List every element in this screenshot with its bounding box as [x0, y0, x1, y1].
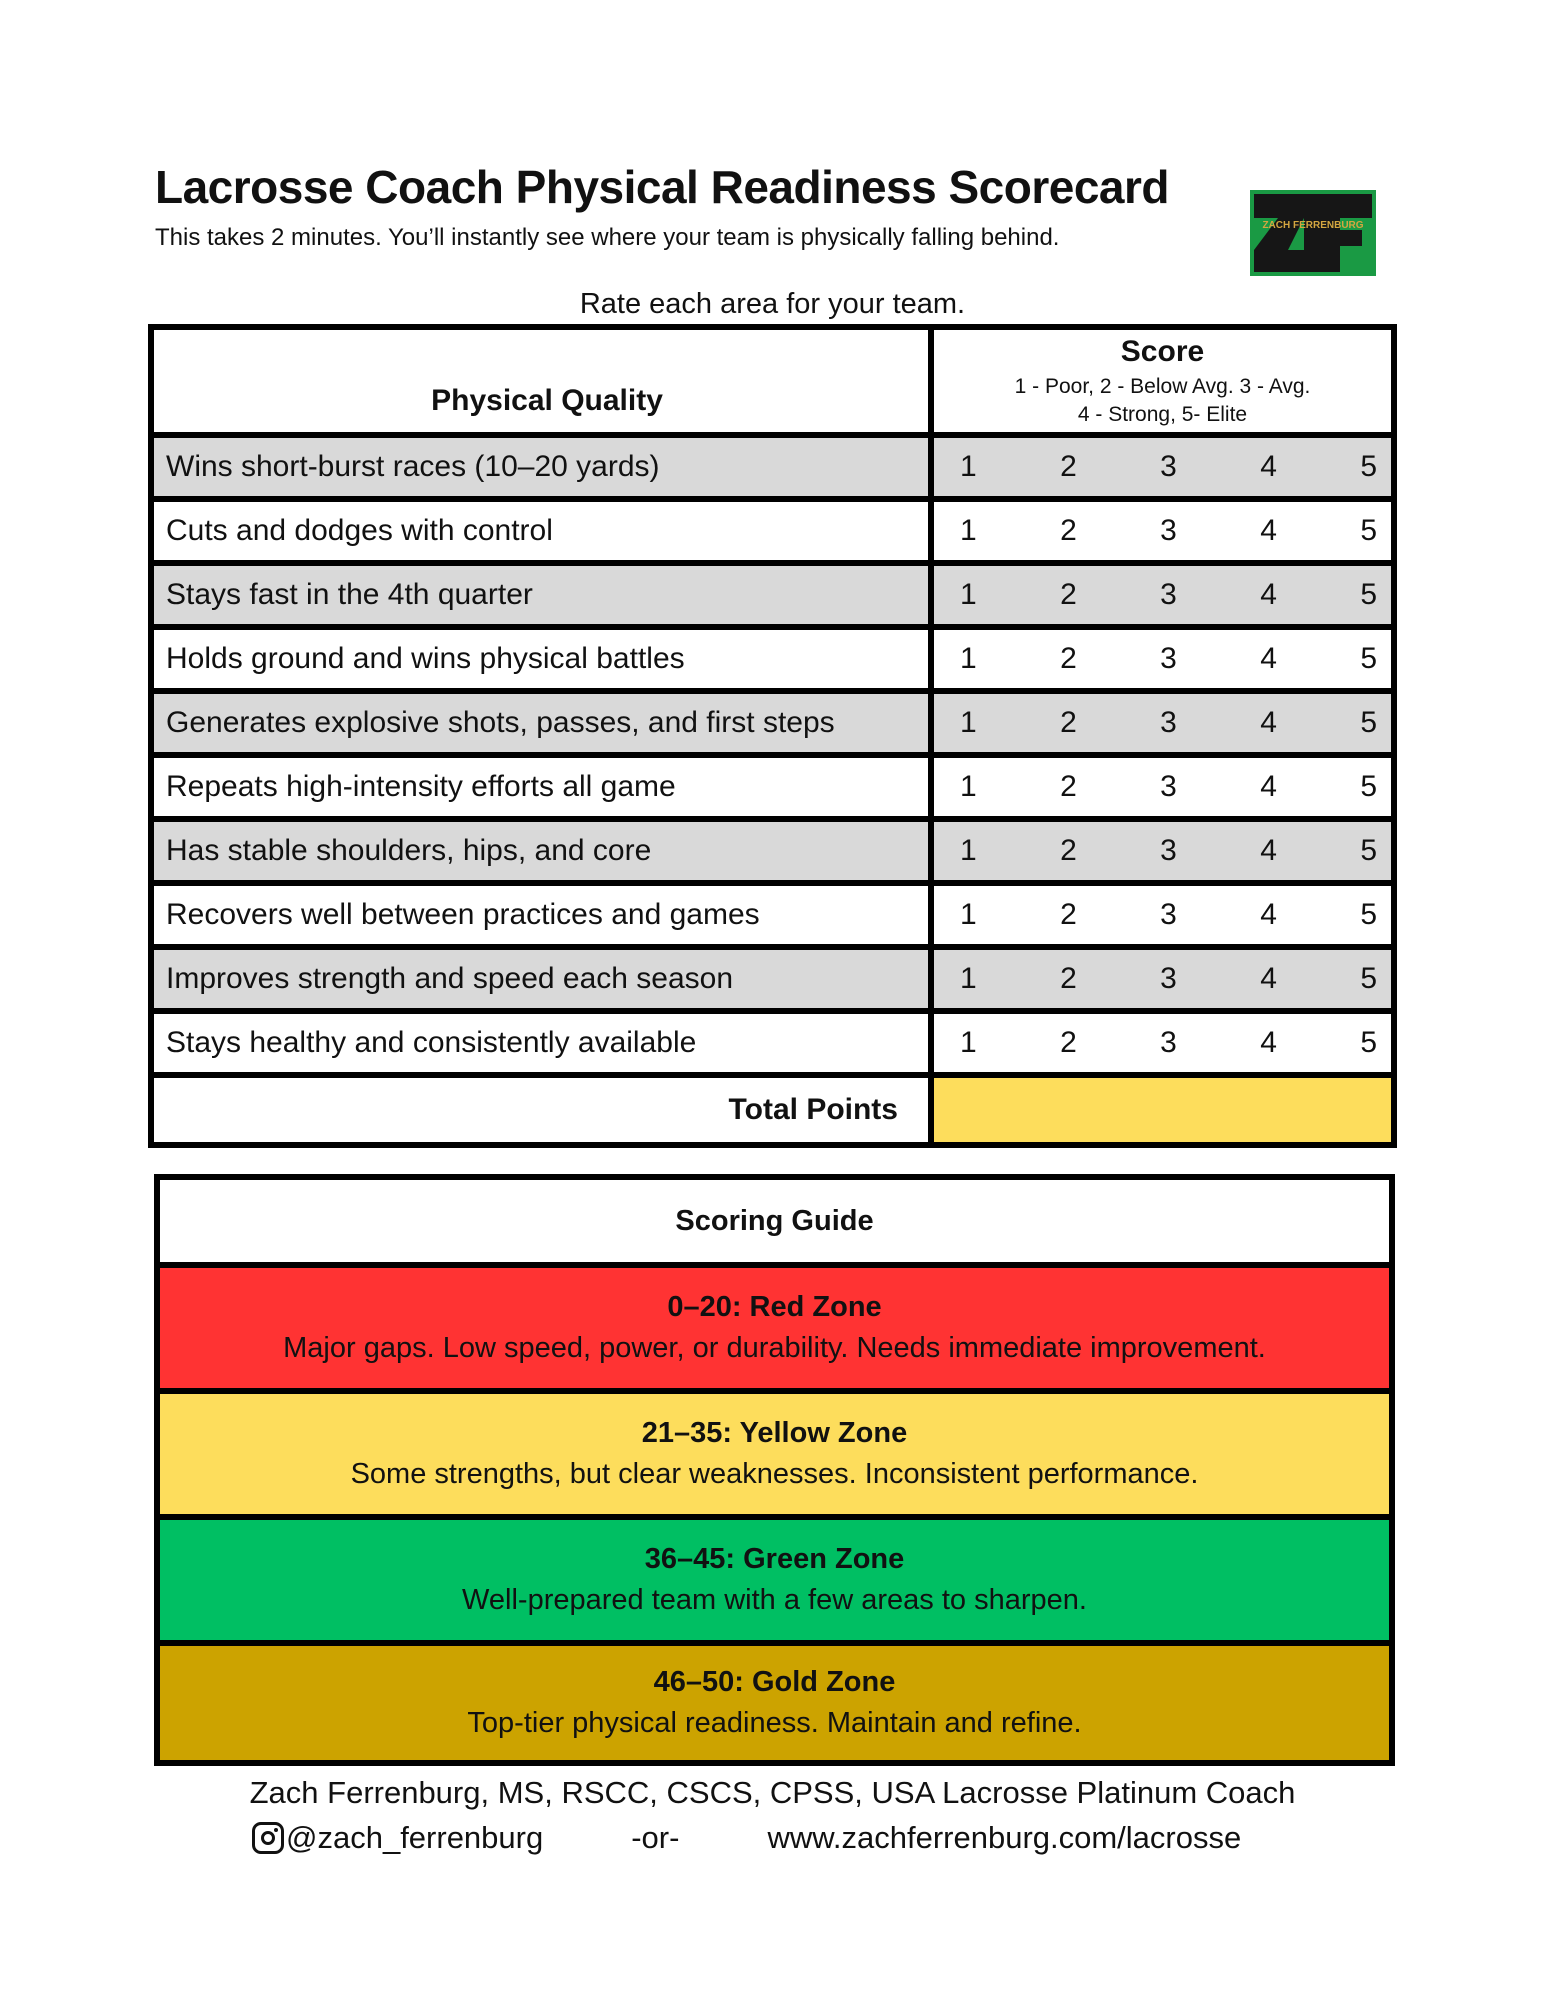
table-row: [154, 950, 1391, 1008]
score-options: [934, 502, 1391, 560]
score-option[interactable]: 2: [1060, 706, 1077, 739]
table-row: [154, 566, 1391, 624]
score-option[interactable]: 2: [1060, 578, 1077, 611]
table-row: [154, 502, 1391, 560]
score-option[interactable]: 3: [1160, 962, 1177, 995]
score-option[interactable]: 1: [960, 514, 977, 547]
scorecard-table: [148, 324, 1397, 1148]
score-option[interactable]: 4: [1260, 514, 1277, 547]
score-option[interactable]: 4: [1260, 834, 1277, 867]
quality-label: Has stable shoulders, hips, and core: [154, 822, 928, 880]
score-option[interactable]: 5: [1360, 642, 1377, 675]
score-option[interactable]: 2: [1060, 1026, 1077, 1059]
score-option[interactable]: 4: [1260, 706, 1277, 739]
score-option[interactable]: 1: [960, 642, 977, 675]
score-option[interactable]: 4: [1260, 1026, 1277, 1059]
zf-logo: [1248, 188, 1378, 278]
score-option[interactable]: 2: [1060, 898, 1077, 931]
instruction: Rate each area for your team.: [579, 288, 966, 320]
zone-label: 46–50: Gold Zone: [653, 1666, 896, 1698]
score-option[interactable]: 3: [1160, 770, 1177, 803]
quality-label: Improves strength and speed each season: [154, 950, 928, 1008]
table-row: [154, 694, 1391, 752]
score-option[interactable]: 2: [1060, 834, 1077, 867]
score-option[interactable]: 2: [1060, 642, 1077, 675]
score-option[interactable]: 3: [1160, 514, 1177, 547]
score-option[interactable]: 1: [960, 706, 977, 739]
score-option[interactable]: 3: [1160, 706, 1177, 739]
score-options: [934, 758, 1391, 816]
score-option[interactable]: 1: [960, 578, 977, 611]
score-option[interactable]: 3: [1160, 642, 1177, 675]
zone-description: Well-prepared team with a few areas to sharpen.: [462, 1584, 1087, 1616]
score-option[interactable]: 4: [1260, 642, 1277, 675]
svg-text:ZACH FERRENBURG: ZACH FERRENBURG: [1262, 220, 1364, 231]
col-header-score: [934, 330, 1391, 432]
quality-label: Stays fast in the 4th quarter: [154, 566, 928, 624]
total-label: Total Points: [154, 1078, 928, 1142]
score-option[interactable]: 3: [1160, 1026, 1177, 1059]
quality-label: Stays healthy and consistently available: [154, 1014, 928, 1072]
score-option[interactable]: 5: [1360, 706, 1377, 739]
score-options: [934, 630, 1391, 688]
instagram-icon: [252, 1822, 284, 1854]
score-option[interactable]: 5: [1360, 770, 1377, 803]
table-row: [154, 758, 1391, 816]
score-options: [934, 1014, 1391, 1072]
score-option[interactable]: 5: [1360, 898, 1377, 931]
score-options: [934, 566, 1391, 624]
score-option[interactable]: 5: [1360, 450, 1377, 483]
table-row: [154, 822, 1391, 880]
score-key-2: 4 - Strong, 5- Elite: [1077, 403, 1248, 426]
col-header-quality: Physical Quality: [154, 330, 928, 432]
score-option[interactable]: 4: [1260, 898, 1277, 931]
score-option[interactable]: 2: [1060, 450, 1077, 483]
quality-label: Holds ground and wins physical battles: [154, 630, 928, 688]
score-option[interactable]: 5: [1360, 578, 1377, 611]
score-option[interactable]: 1: [960, 834, 977, 867]
score-option[interactable]: 5: [1360, 962, 1377, 995]
table-row: [154, 630, 1391, 688]
quality-label: Repeats high-intensity efforts all game: [154, 758, 928, 816]
score-option[interactable]: 3: [1160, 898, 1177, 931]
score-options: [934, 950, 1391, 1008]
score-option[interactable]: 3: [1160, 834, 1177, 867]
score-option[interactable]: 5: [1360, 834, 1377, 867]
credentials: Zach Ferrenburg, MS, RSCC, CSCS, CPSS, USA Lacrosse Platinum Coach: [249, 1775, 1296, 1810]
guide-title: Scoring Guide: [675, 1204, 874, 1237]
quality-label: Wins short-burst races (10–20 yards): [154, 438, 928, 496]
score-option[interactable]: 4: [1260, 770, 1277, 803]
score-option[interactable]: 2: [1060, 962, 1077, 995]
table-row: [154, 1014, 1391, 1072]
score-key-1: 1 - Poor, 2 - Below Avg. 3 - Avg.: [1014, 375, 1311, 398]
score-option[interactable]: 1: [960, 898, 977, 931]
table-row: [154, 438, 1391, 496]
score-option[interactable]: 5: [1360, 514, 1377, 547]
score-option[interactable]: 1: [960, 962, 977, 995]
zone-label: 21–35: Yellow Zone: [641, 1417, 908, 1449]
zone-3: [160, 1646, 1389, 1760]
score-option[interactable]: 1: [960, 450, 977, 483]
score-options: [934, 886, 1391, 944]
zone-label: 36–45: Green Zone: [644, 1543, 905, 1575]
or-separator: -or-: [631, 1820, 680, 1855]
website-link[interactable]: www.zachferrenburg.com/lacrosse: [767, 1820, 1242, 1855]
score-options: [934, 694, 1391, 752]
quality-label: Generates explosive shots, passes, and first steps: [154, 694, 928, 752]
page-title: Lacrosse Coach Physical Readiness Scorecard: [155, 161, 1170, 213]
total-points-field[interactable]: [934, 1078, 1391, 1142]
score-option[interactable]: 4: [1260, 578, 1277, 611]
score-option[interactable]: 3: [1160, 450, 1177, 483]
score-option[interactable]: 4: [1260, 450, 1277, 483]
zone-label: 0–20: Red Zone: [667, 1291, 882, 1323]
scoring-guide: [154, 1174, 1395, 1766]
score-option[interactable]: 5: [1360, 1026, 1377, 1059]
score-option[interactable]: 2: [1060, 514, 1077, 547]
score-option[interactable]: 4: [1260, 962, 1277, 995]
zone-0: [160, 1268, 1389, 1388]
score-option[interactable]: 1: [960, 1026, 977, 1059]
score-heading: Score: [1120, 335, 1205, 368]
score-options: [934, 822, 1391, 880]
zone-description: Major gaps. Low speed, power, or durability. Needs immediate improvement.: [283, 1332, 1266, 1364]
zone-description: Top-tier physical readiness. Maintain and refine.: [467, 1707, 1082, 1739]
score-option[interactable]: 2: [1060, 770, 1077, 803]
score-option[interactable]: 1: [960, 770, 977, 803]
quality-label: Cuts and dodges with control: [154, 502, 928, 560]
zone-1: [160, 1394, 1389, 1514]
table-row: [154, 886, 1391, 944]
quality-label: Recovers well between practices and games: [154, 886, 928, 944]
zone-description: Some strengths, but clear weaknesses. Inconsistent performance.: [350, 1458, 1199, 1490]
instagram-handle[interactable]: @zach_ferrenburg: [286, 1820, 544, 1855]
subtitle: This takes 2 minutes. You’ll instantly see where your team is physically falling behind.: [155, 224, 1060, 251]
zone-2: [160, 1520, 1389, 1640]
score-options: [934, 438, 1391, 496]
score-option[interactable]: 3: [1160, 578, 1177, 611]
